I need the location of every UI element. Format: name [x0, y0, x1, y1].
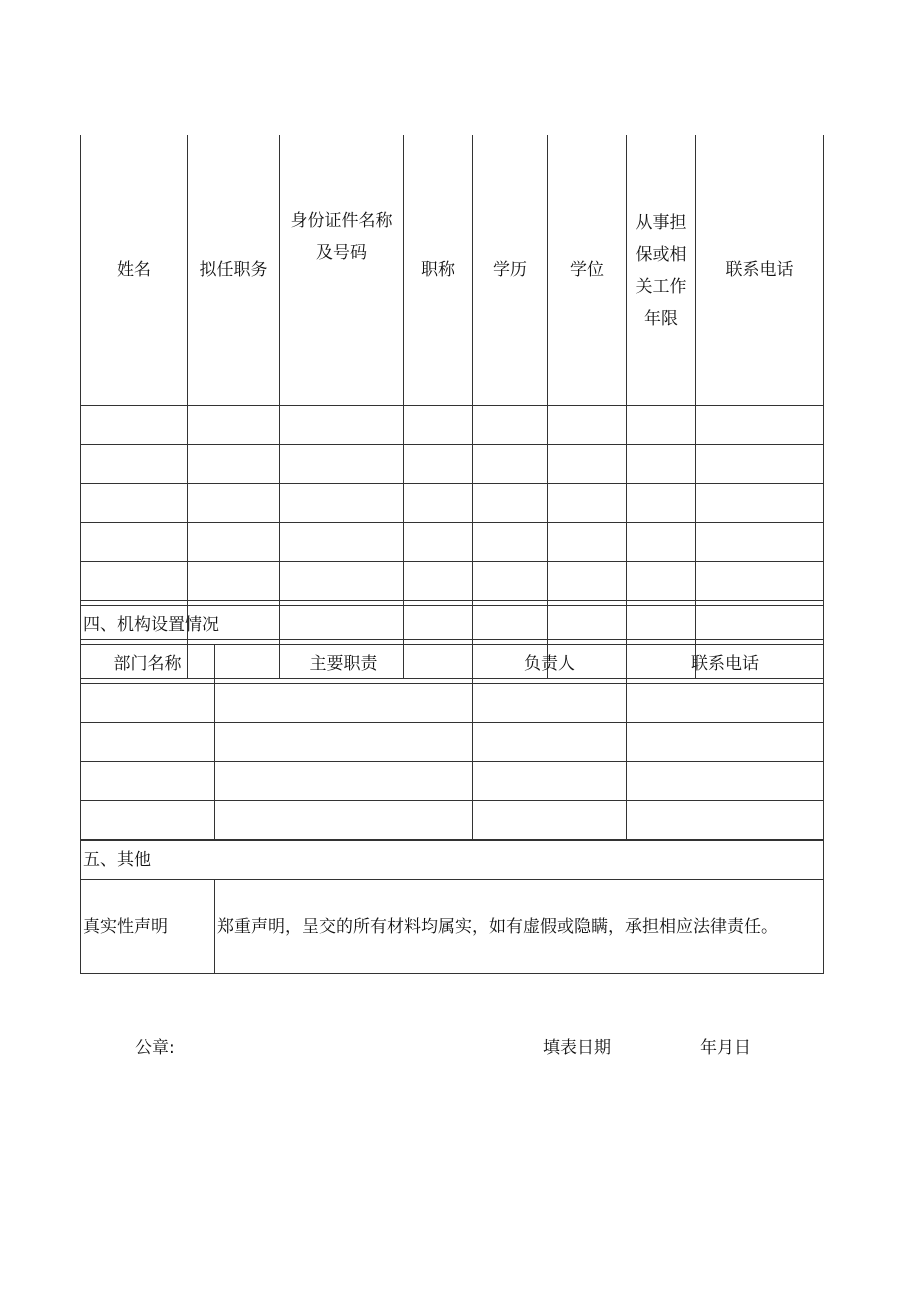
other-section-row: [81, 841, 824, 880]
org-table: [80, 605, 824, 840]
org-row: [81, 723, 824, 762]
org-cell[interactable]: [473, 762, 627, 801]
org-cell[interactable]: [81, 762, 215, 801]
header-years-line3: 关工作: [635, 277, 687, 297]
staff-cell[interactable]: [473, 445, 548, 484]
header-title: 职称: [404, 135, 473, 406]
header-id-line1: 身份证件名称: [290, 211, 393, 231]
org-cell[interactable]: [473, 684, 627, 723]
staff-cell[interactable]: [188, 445, 280, 484]
staff-cell[interactable]: [473, 406, 548, 445]
seal-label: 公章:: [135, 1038, 175, 1058]
declaration-label: 真实性声明: [81, 880, 215, 974]
org-cell[interactable]: [473, 723, 627, 762]
header-degree: 学位: [548, 135, 627, 406]
header-dept: 部门名称: [81, 645, 215, 684]
other-table: [80, 840, 824, 974]
staff-cell[interactable]: [81, 523, 188, 562]
staff-cell[interactable]: [280, 484, 404, 523]
staff-cell[interactable]: [627, 562, 696, 601]
staff-cell[interactable]: [280, 445, 404, 484]
header-leader: 负责人: [473, 645, 627, 684]
declaration-text: 郑重声明，呈交的所有材料均属实，如有虚假或隐瞒，承担相应法律责任。: [215, 880, 824, 974]
fill-date-label: 填表日期: [543, 1038, 611, 1058]
staff-cell[interactable]: [188, 523, 280, 562]
staff-cell[interactable]: [696, 523, 824, 562]
org-cell[interactable]: [627, 801, 824, 840]
staff-cell[interactable]: [473, 523, 548, 562]
header-years: [627, 135, 696, 406]
header-position: 拟任职务: [188, 135, 280, 406]
other-section-title: 五、其他: [81, 841, 824, 880]
org-cell[interactable]: [627, 762, 824, 801]
org-row: [81, 801, 824, 840]
org-cell[interactable]: [81, 801, 215, 840]
staff-cell[interactable]: [404, 484, 473, 523]
staff-cell[interactable]: [81, 484, 188, 523]
staff-cell[interactable]: [627, 406, 696, 445]
header-name: 姓名: [81, 135, 188, 406]
org-row: [81, 762, 824, 801]
staff-cell[interactable]: [188, 484, 280, 523]
org-section-row: [81, 606, 824, 645]
header-years-line1: 从事担: [635, 213, 687, 233]
staff-cell[interactable]: [404, 562, 473, 601]
staff-header-row: [81, 135, 824, 406]
staff-cell[interactable]: [696, 406, 824, 445]
staff-cell[interactable]: [81, 445, 188, 484]
staff-cell[interactable]: [696, 445, 824, 484]
year-month-day-label: 年月日: [700, 1038, 751, 1058]
header-years-line4: 年限: [644, 309, 678, 329]
org-cell[interactable]: [473, 801, 627, 840]
header-org-phone: 联系电话: [627, 645, 824, 684]
header-id-document: [280, 135, 404, 406]
header-education: 学历: [473, 135, 548, 406]
org-cell[interactable]: [215, 762, 473, 801]
staff-cell[interactable]: [696, 562, 824, 601]
org-cell[interactable]: [215, 684, 473, 723]
staff-row: [81, 562, 824, 601]
staff-cell[interactable]: [548, 406, 627, 445]
staff-cell[interactable]: [81, 406, 188, 445]
staff-cell[interactable]: [188, 406, 280, 445]
org-cell[interactable]: [215, 723, 473, 762]
org-cell[interactable]: [215, 801, 473, 840]
staff-cell[interactable]: [188, 562, 280, 601]
declaration-row: [81, 880, 824, 974]
staff-cell[interactable]: [280, 523, 404, 562]
org-cell[interactable]: [81, 684, 215, 723]
staff-cell[interactable]: [473, 562, 548, 601]
staff-cell[interactable]: [81, 562, 188, 601]
staff-cell[interactable]: [627, 445, 696, 484]
staff-cell[interactable]: [548, 445, 627, 484]
staff-row: [81, 523, 824, 562]
header-years-line2: 保或相: [635, 245, 687, 265]
staff-row: [81, 406, 824, 445]
staff-cell[interactable]: [404, 523, 473, 562]
org-body: [81, 684, 824, 840]
staff-cell[interactable]: [548, 484, 627, 523]
staff-cell[interactable]: [696, 484, 824, 523]
staff-table: [80, 135, 824, 679]
staff-cell[interactable]: [548, 523, 627, 562]
org-cell[interactable]: [81, 723, 215, 762]
staff-row: [81, 445, 824, 484]
header-id-line2: 及号码: [316, 243, 367, 263]
org-cell[interactable]: [627, 684, 824, 723]
staff-cell[interactable]: [548, 562, 627, 601]
org-section-title: 四、机构设置情况: [81, 606, 824, 645]
staff-cell[interactable]: [404, 406, 473, 445]
staff-cell[interactable]: [280, 562, 404, 601]
org-cell[interactable]: [627, 723, 824, 762]
staff-cell[interactable]: [627, 484, 696, 523]
staff-cell[interactable]: [404, 445, 473, 484]
org-row: [81, 684, 824, 723]
staff-row: [81, 484, 824, 523]
staff-cell[interactable]: [280, 406, 404, 445]
staff-cell[interactable]: [473, 484, 548, 523]
org-header-row: [81, 645, 824, 684]
header-duty: 主要职责: [215, 645, 473, 684]
header-phone: 联系电话: [696, 135, 824, 406]
staff-cell[interactable]: [627, 523, 696, 562]
